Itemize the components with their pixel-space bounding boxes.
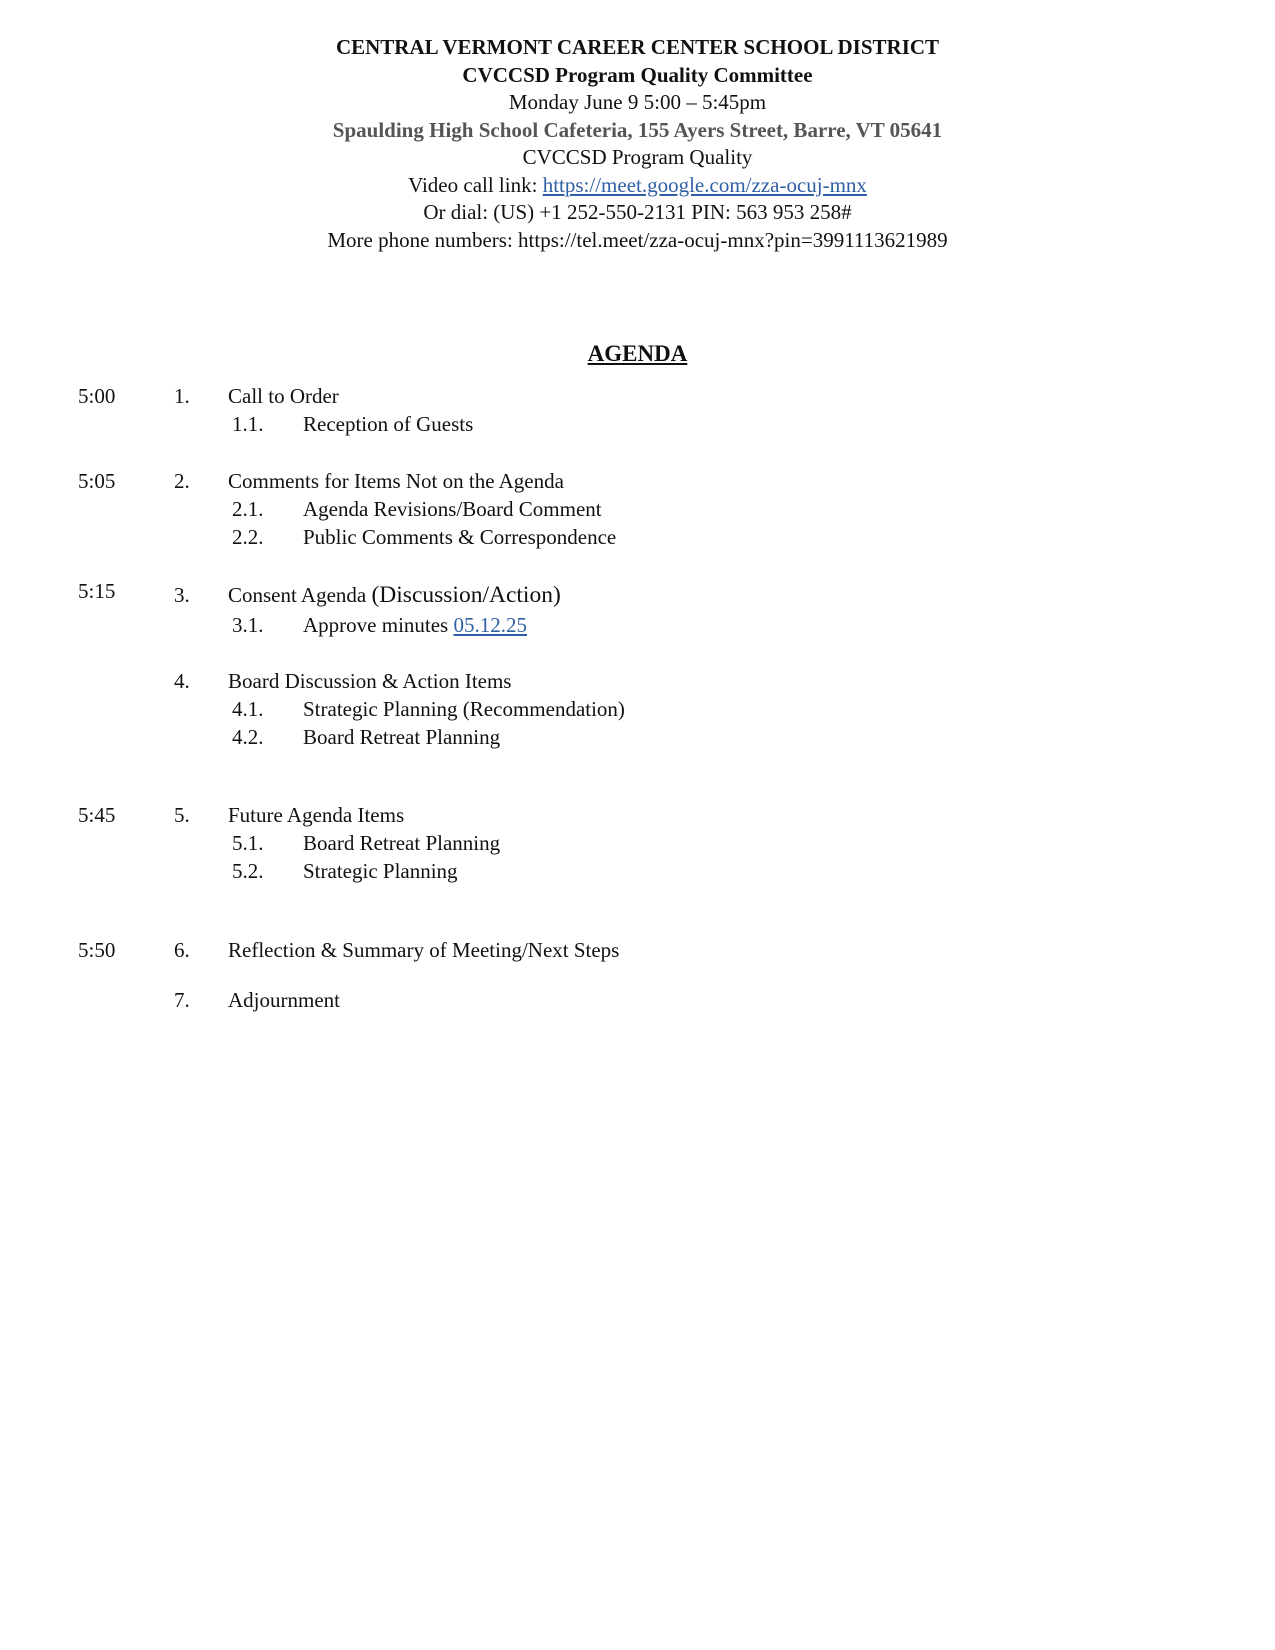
- item-5-number: 5.: [174, 803, 190, 827]
- item-4-1-title: Strategic Planning (Recommendation): [303, 697, 625, 721]
- document-header: [0, 34, 1275, 254]
- minutes-link[interactable]: 05.12.25: [453, 613, 527, 637]
- item-2-2-number: 2.2.: [232, 525, 264, 549]
- item-3-1-number: 3.1.: [232, 613, 264, 637]
- item-2-1-number: 2.1.: [232, 497, 264, 521]
- item-3-1-title: Approve minutes: [303, 613, 454, 637]
- item-5-1-number: 5.1.: [232, 831, 264, 855]
- meeting-name: CVCCSD Program Quality: [522, 145, 753, 169]
- item-3-time: 5:15: [78, 579, 116, 603]
- item-3-1-line: [303, 611, 527, 639]
- item-5-2-number: 5.2.: [232, 859, 264, 883]
- item-3-title-line: [228, 581, 561, 609]
- item-6-time: 5:50: [78, 938, 116, 962]
- item-2-time: 5:05: [78, 469, 116, 493]
- meeting-datetime: Monday June 9 5:00 – 5:45pm: [508, 90, 767, 114]
- item-3-number: 3.: [174, 583, 190, 607]
- item-2-title: Comments for Items Not on the Agenda: [228, 469, 564, 493]
- item-4-number: 4.: [174, 669, 190, 693]
- org-name: CENTRAL VERMONT CAREER CENTER SCHOOL DISTRICT: [335, 35, 940, 59]
- dial-in-info: Or dial: (US) +1 252-550-2131 PIN: 563 953 258#: [423, 200, 852, 224]
- item-6-number: 6.: [174, 938, 190, 962]
- item-2-1-title: Agenda Revisions/Board Comment: [303, 497, 602, 521]
- item-2-2-title: Public Comments & Correspondence: [303, 525, 617, 549]
- item-6-title: Reflection & Summary of Meeting/Next Steps: [228, 938, 620, 962]
- more-phone-numbers: More phone numbers: https://tel.meet/zza-ocuj-mnx?pin=3991113621989: [327, 227, 948, 252]
- item-4-2-title: Board Retreat Planning: [303, 725, 501, 749]
- video-call-line: [0, 172, 1275, 200]
- item-5-2-title: Strategic Planning: [303, 859, 458, 883]
- item-3-title-extra: (Discussion/Action): [371, 582, 561, 608]
- item-7-title: Adjournment: [228, 988, 340, 1012]
- meeting-location: Spaulding High School Cafeteria, 155 Ayers Street, Barre, VT 05641: [332, 117, 943, 142]
- item-4-title: Board Discussion & Action Items: [228, 669, 512, 693]
- item-1-1-number: 1.1.: [232, 412, 264, 436]
- item-4-1-number: 4.1.: [232, 697, 264, 721]
- item-3-title: Consent Agenda: [228, 583, 372, 607]
- agenda-title: AGENDA: [587, 341, 688, 366]
- item-1-title: Call to Order: [228, 384, 339, 408]
- committee-name: CVCCSD Program Quality Committee: [462, 62, 813, 87]
- item-5-1-title: Board Retreat Planning: [303, 831, 501, 855]
- item-2-number: 2.: [174, 469, 190, 493]
- item-1-number: 1.: [174, 384, 190, 408]
- item-5-time: 5:45: [78, 803, 116, 827]
- video-call-link[interactable]: https://meet.google.com/zza-ocuj-mnx: [542, 172, 867, 197]
- video-call-label: Video call link:: [408, 172, 543, 197]
- item-1-time: 5:00: [78, 384, 116, 408]
- item-5-title: Future Agenda Items: [228, 803, 405, 827]
- item-1-1-title: Reception of Guests: [303, 412, 474, 436]
- item-4-2-number: 4.2.: [232, 725, 264, 749]
- item-7-number: 7.: [174, 988, 190, 1012]
